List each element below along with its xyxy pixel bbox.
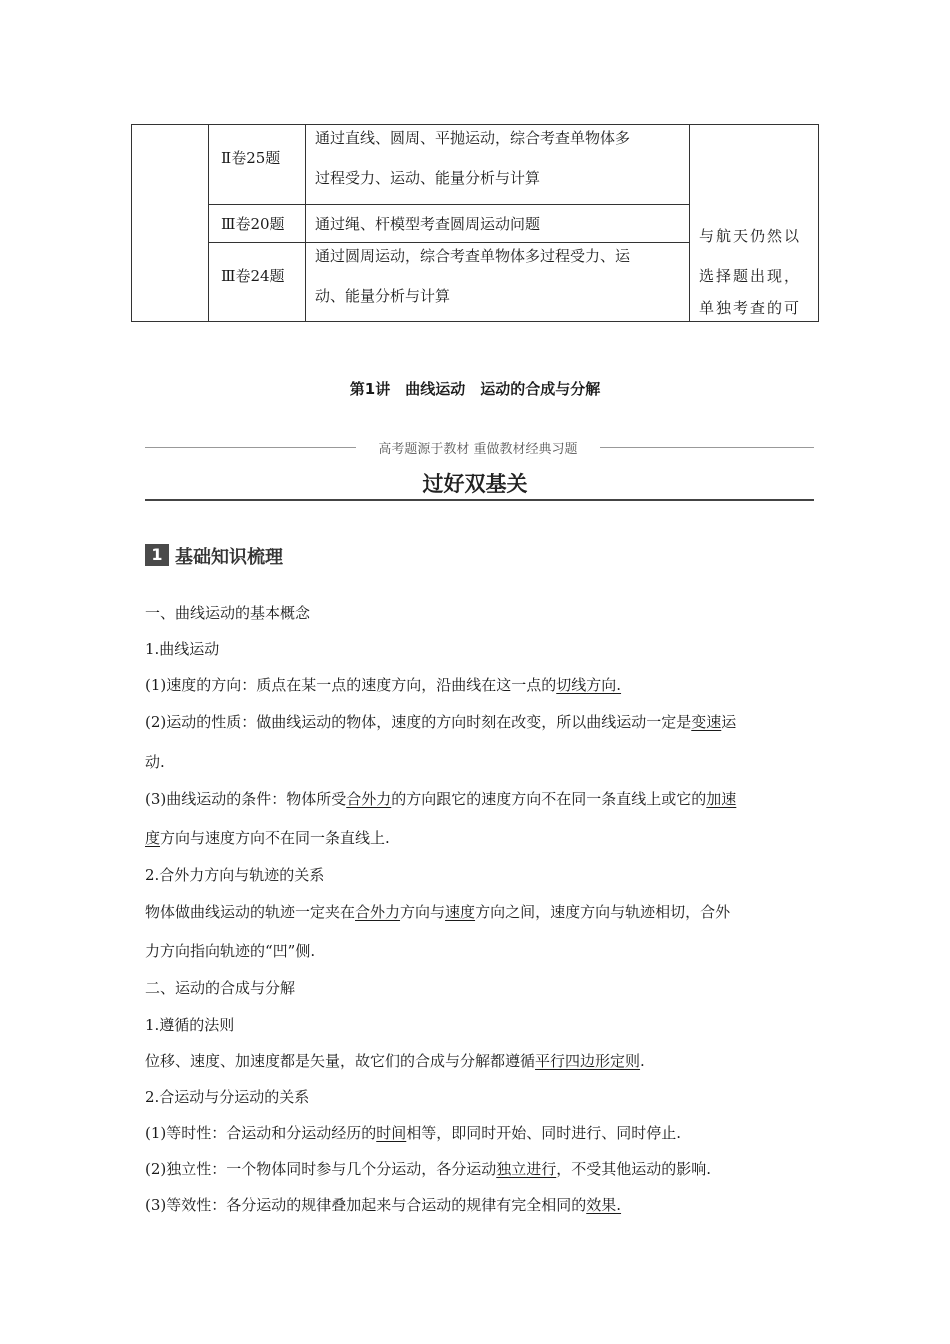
paragraph-motion-nature-cont: 动.: [145, 753, 165, 771]
table-cell-desc: 过程受力、运动、能量分析与计算: [315, 169, 541, 187]
heading-composition: 二、运动的合成与分解: [145, 979, 296, 997]
banner-title: 过好双基关: [422, 472, 528, 496]
paragraph-equivalence: [145, 1194, 621, 1215]
text: (2)运动的性质：做曲线运动的物体，速度的方向时刻在改变，所以曲线运动一定是: [145, 713, 692, 731]
text: 方向与速度方向不在同一条直线上.: [160, 829, 390, 847]
section-title: 基础知识梳理: [175, 547, 283, 568]
text: (3)曲线运动的条件：物体所受: [145, 790, 347, 808]
table-border: [818, 124, 819, 322]
text: 的方向跟它的速度方向不在同一条直线上或它的: [391, 790, 707, 808]
answer-blank: 合外力: [346, 790, 392, 808]
text: ，不受其他运动的影响.: [556, 1160, 712, 1178]
table-cell-note: 与航天仍然以: [699, 227, 802, 245]
answer-blank: 时间: [376, 1124, 407, 1142]
paragraph-motion-nature: [145, 711, 736, 732]
table-divider: [305, 124, 306, 322]
table-divider: [689, 124, 690, 322]
table-cell-desc: 通过圆周运动，综合考查单物体多过程受力、运: [315, 247, 631, 265]
table-border: [131, 124, 132, 322]
heading-curve-motion: 一、曲线运动的基本概念: [145, 604, 311, 622]
banner-subtitle: 高考题源于教材 重做教材经典习题: [378, 442, 578, 457]
table-cell-desc: 动、能量分析与计算: [315, 287, 451, 305]
text: 运: [721, 713, 737, 731]
table-cell-desc: 通过绳、杆模型考查圆周运动问题: [315, 215, 541, 233]
text: 相等，即同时开始、同时进行、同时停止.: [406, 1124, 682, 1142]
subheading-force-trajectory: 2.合外力方向与轨迹的关系: [145, 866, 325, 884]
table-cell-exam: Ⅱ卷25题: [221, 149, 281, 167]
answer-blank: 变速: [691, 713, 722, 731]
text: .: [640, 1052, 645, 1070]
table-divider: [208, 124, 209, 322]
paragraph-curve-condition-cont: [145, 827, 390, 848]
paragraph-rule: [145, 1050, 645, 1071]
paragraph-independence: [145, 1158, 711, 1179]
table-cell-desc: 通过直线、圆周、平抛运动，综合考查单物体多: [315, 129, 631, 147]
text: (1)等时性：合运动和分运动经历的: [145, 1124, 377, 1142]
answer-blank: 速度: [445, 903, 476, 921]
banner-underline: [145, 499, 814, 501]
subheading-relation: 2.合运动与分运动的关系: [145, 1088, 310, 1106]
table-cell-note: 选择题出现，: [699, 267, 802, 285]
paragraph-curve-condition: [145, 788, 736, 809]
answer-blank: 加速: [706, 790, 737, 808]
section-number-badge: 1: [145, 544, 169, 566]
lecture-title: 第1讲 曲线运动 运动的合成与分解: [349, 380, 601, 398]
paragraph-velocity-direction: [145, 674, 621, 695]
text: 方向与: [400, 903, 446, 921]
text: 位移、速度、加速度都是矢量，故它们的合成与分解都遵循: [145, 1052, 536, 1070]
answer-blank: 效果.: [586, 1196, 622, 1214]
text: 方向之间，速度方向与轨迹相切，合外: [475, 903, 731, 921]
subheading-curve-motion: 1.曲线运动: [145, 640, 220, 658]
text: 物体做曲线运动的轨迹一定夹在: [145, 903, 356, 921]
answer-blank: 独立进行: [496, 1160, 557, 1178]
table-cell-note-text: 单独考查的可: [699, 299, 802, 317]
answer-blank: 平行四边形定则: [535, 1052, 641, 1070]
paragraph-isochronism: [145, 1122, 681, 1143]
text: (1)速度的方向：质点在某一点的速度方向，沿曲线在这一点的: [145, 676, 557, 694]
table-cell-exam: Ⅲ卷20题: [221, 215, 285, 233]
subheading-rule: 1.遵循的法则: [145, 1016, 235, 1034]
text: (2)独立性：一个物体同时参与几个分运动，各分运动: [145, 1160, 497, 1178]
answer-blank: 切线方向.: [556, 676, 622, 694]
answer-blank: 合外力: [355, 903, 401, 921]
paragraph-force-trajectory-cont: 力方向指向轨迹的“凹”侧.: [145, 942, 316, 960]
banner-rule-left: [145, 447, 356, 448]
table-cell-note: [699, 298, 801, 322]
text: (3)等效性：各分运动的规律叠加起来与合运动的规律有完全相同的: [145, 1196, 587, 1214]
exam-table: [131, 124, 819, 322]
answer-blank: 度: [145, 829, 161, 847]
banner-rule-right: [600, 447, 814, 448]
paragraph-force-trajectory: [145, 901, 730, 922]
table-cell-exam: Ⅲ卷24题: [221, 267, 285, 285]
